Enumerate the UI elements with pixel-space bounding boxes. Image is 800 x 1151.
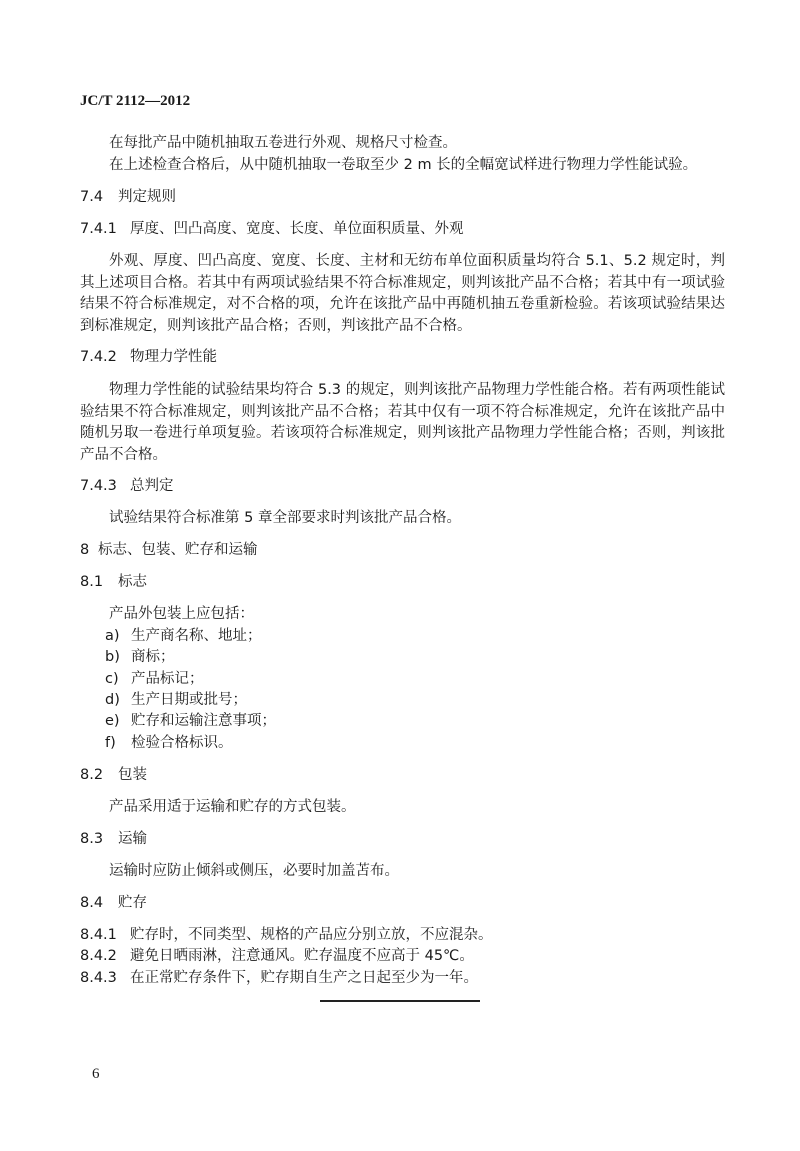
section-number: 7.4.2 [80,349,117,365]
section-8-4-heading [80,893,725,915]
document-header: JC/T 2112—2012 [80,93,191,109]
section-number: 8.4.3 [80,970,117,986]
section-title: 物理力学性能 [130,349,217,365]
section-number: 7.4 [80,189,104,205]
section-title: 贮存 [118,895,147,911]
paragraph: 运输时应防止倾斜或侧压，必要时加盖苫布。 [109,863,399,879]
list-item [105,626,262,648]
paragraph: 在上述检查合格后，从中随机抽取一卷取至少 2 m 长的全幅宽试样进行物理力学性能试验。 [109,157,698,173]
section-number: 8.4.2 [80,948,117,964]
paragraph: 外观、厚度、凹凸高度、宽度、长度、主材和无纺布单位面积质量均符合 5.1、5.2 规定时，判其上述项目合格。若其中有两项试验结果不符合标准规定，则判该批产品不合格；若其中有一项试验结果不符合标准规定，对不合格的项，允许在该批产品中再随机抽五卷重新检验。若该项试验结果达到标准规定，则判该批产品合格；否则，判该批产品不合格。 [80,253,725,334]
paragraph: 试验结果符合标准第 5 章全部要求时判该批产品合格。 [109,510,461,526]
clause-text: 避免日晒雨淋，注意通风。贮存温度不应高于 45℃。 [130,948,474,964]
section-7-4-3-heading [80,476,725,498]
list-item [105,690,247,712]
section-number: 8.4 [80,895,104,911]
page-number: 6 [92,1066,100,1082]
list-item [105,647,175,669]
section-8-1-heading [80,572,725,594]
list-text: 商标； [131,649,175,665]
section-number: 7.4.3 [80,478,117,494]
clause-text: 贮存时，不同类型、规格的产品应分别立放，不应混杂。 [130,927,493,943]
section-7-4-heading [80,187,725,209]
paragraph: 产品采用适于运输和贮存的方式包装。 [109,799,356,815]
section-7-4-1-heading [80,219,725,241]
list-marker: d) [105,692,120,708]
paragraph: 在每批产品中随机抽取五卷进行外观、规格尺寸检查。 [109,135,457,151]
paragraph: 物理力学性能的试验结果均符合 5.3 的规定，则判该批产品物理力学性能合格。若有两项性能试验结果不符合标准规定，则判该批产品不合格；若其中仅有一项不符合标准规定，允许在该批产品中随机另取一卷进行单项复验。若该项符合标准规定，则判该批产品物理力学性能合格；否则，判该批产品不合格。 [80,382,725,463]
clause-text: 在正常贮存条件下，贮存期自生产之日起至少为一年。 [130,970,478,986]
section-title: 包装 [118,767,147,783]
list-text: 贮存和运输注意事项； [131,713,276,729]
section-number: 8.3 [80,831,104,847]
list-marker: b) [105,649,120,665]
section-title: 总判定 [130,478,174,494]
section-title: 运输 [118,831,147,847]
section-7-4-2-heading [80,347,725,369]
list-item [105,711,276,733]
list-text: 生产日期或批号； [131,692,247,708]
section-8-2-heading [80,765,725,787]
section-number: 8.4.1 [80,927,117,943]
section-number: 8 [80,542,90,558]
section-title: 判定规则 [118,189,176,205]
list-item [105,669,204,691]
section-8-heading [80,540,725,562]
section-title: 标志 [118,574,147,590]
section-title: 厚度、凹凸高度、宽度、长度、单位面积质量、外观 [130,221,464,237]
section-8-3-heading [80,829,725,851]
section-number: 8.1 [80,574,104,590]
section-number: 7.4.1 [80,221,117,237]
list-text: 生产商名称、地址； [131,628,262,644]
clause-8-4-2 [80,946,725,968]
list-item [105,733,233,755]
paragraph: 产品外包装上应包括： [109,606,254,622]
list-marker: a) [105,628,120,644]
list-marker: f) [105,735,116,751]
section-number: 8.2 [80,767,104,783]
clause-8-4-3 [80,968,725,990]
list-text: 产品标记； [131,671,204,687]
list-marker: c) [105,671,119,687]
list-text: 检验合格标识。 [131,735,233,751]
list-marker: e) [105,713,120,729]
clause-8-4-1 [80,925,725,947]
section-title: 标志、包装、贮存和运输 [98,542,258,558]
end-rule [320,1000,480,1002]
